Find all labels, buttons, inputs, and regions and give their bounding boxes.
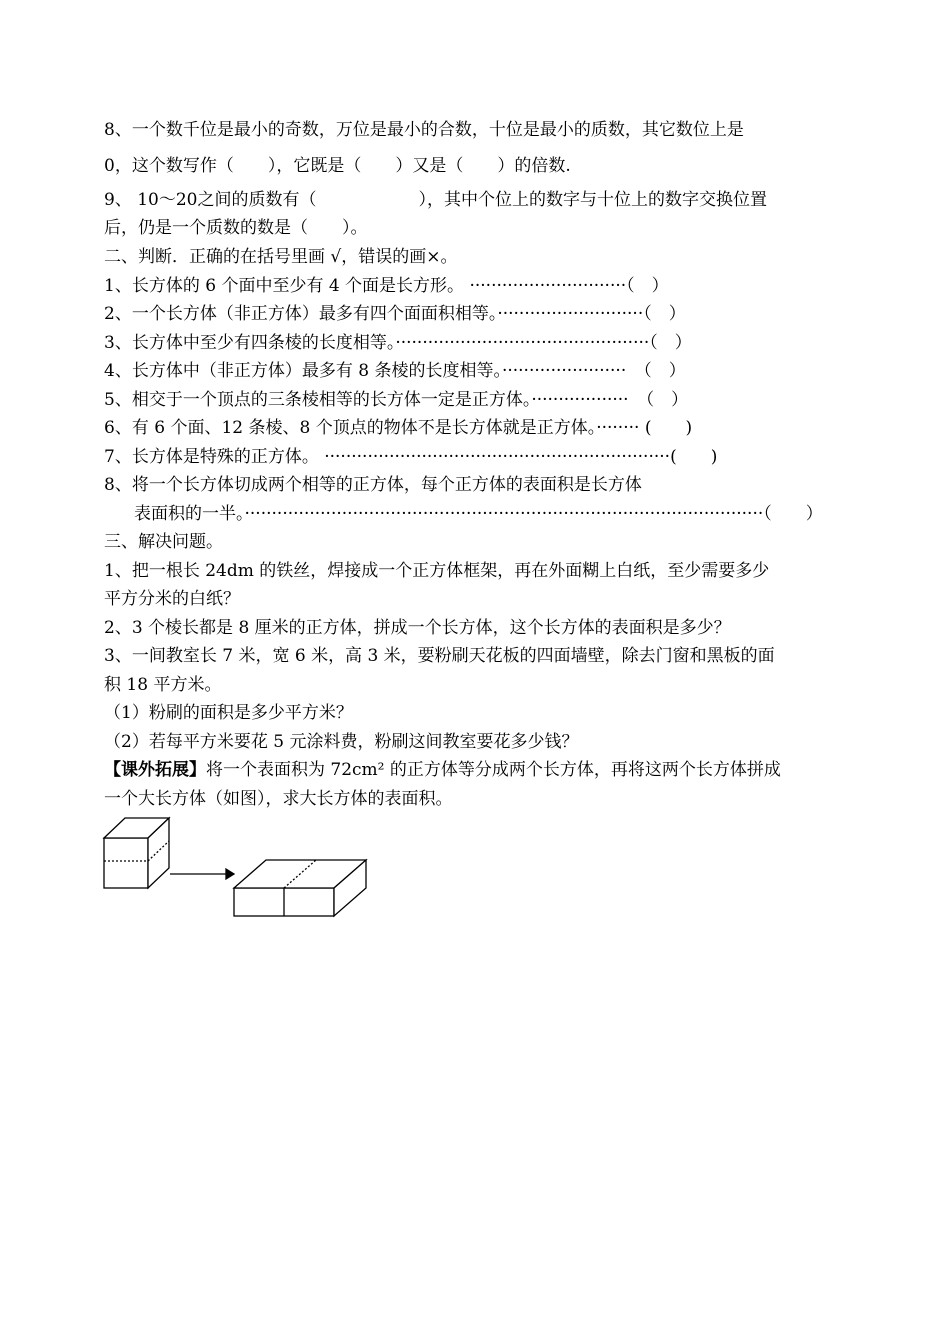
section-2-heading: 二、判断．正确的在括号里画 √，错误的画×。 — [104, 247, 458, 267]
extension-line-1 — [104, 758, 781, 782]
extension-label: 【课外拓展】 — [104, 760, 206, 780]
judge-item: 3、长方体中至少有四条棱的长度相等。···············································（ ） — [104, 333, 692, 353]
judge-item: 1、长方体的 6 个面中至少有 4 个面是长方形。 ·····························（ ） — [104, 276, 669, 296]
extension-line-2: 一个大长方体（如图），求大长方体的表面积。 — [104, 789, 453, 809]
judge-item-continued: 表面积的一半。································································································（ ） — [134, 504, 823, 524]
judge-item: 4、长方体中（非正方体）最多有 8 条棱的长度相等。······················· （ ） — [104, 361, 686, 381]
judge-item: 8、将一个长方体切成两个相等的正方体，每个正方体的表面积是长方体 — [104, 475, 642, 495]
question-9-line-1: 9、 10～20之间的质数有（ ），其中个位上的数字与十位上的数字交换位置 — [104, 190, 767, 210]
problem-line: （1）粉刷的面积是多少平方米？ — [104, 703, 353, 723]
problem-line: 平方分米的白纸？ — [104, 589, 240, 609]
problem-line: （2）若每平方米要花 5 元涂料费，粉刷这间教室要花多少钱？ — [104, 732, 579, 752]
cube-front-face — [104, 838, 148, 888]
problem-line: 3、一间教室长 7 米，宽 6 米，高 3 米，要粉刷天花板的四面墙壁，除去门窗和黑板的面 — [104, 646, 775, 666]
extension-text: 将一个表面积为 72cm² 的正方体等分成两个长方体，再将这两个长方体拼成 — [206, 760, 781, 780]
problem-line: 积 18 平方米。 — [104, 675, 222, 695]
section-3-heading: 三、解决问题。 — [104, 532, 223, 552]
question-8-line-2: 0，这个数写作（ ），它既是（ ）又是（ ）的倍数. — [104, 156, 571, 176]
question-8-line-1: 8、一个数千位是最小的奇数，万位是最小的合数，十位是最小的质数，其它数位上是 — [104, 120, 744, 140]
judge-item: 2、一个长方体（非正方体）最多有四个面面积相等。···························（ ） — [104, 304, 686, 324]
judge-item: 5、相交于一个顶点的三条棱相等的长方体一定是正方体。·················· （ ） — [104, 390, 689, 410]
cube-to-cuboid-figure — [100, 812, 380, 924]
question-9-line-2: 后，仍是一个质数的数是（ ）。 — [104, 218, 368, 238]
arrow-head — [226, 869, 234, 879]
problem-line: 1、把一根长 24dm 的铁丝，焊接成一个正方体框架，再在外面糊上白纸，至少需要多少 — [104, 561, 770, 581]
problem-line: 2、3 个棱长都是 8 厘米的正方体，拼成一个长方体，这个长方体的表面积是多少？ — [104, 618, 731, 638]
judge-item: 6、有 6 个面、12 条棱、8 个顶点的物体不是长方体就是正方体。········ ( ) — [104, 418, 693, 438]
judge-item: 7、长方体是特殊的正方体。 ································································( ) — [104, 447, 718, 467]
